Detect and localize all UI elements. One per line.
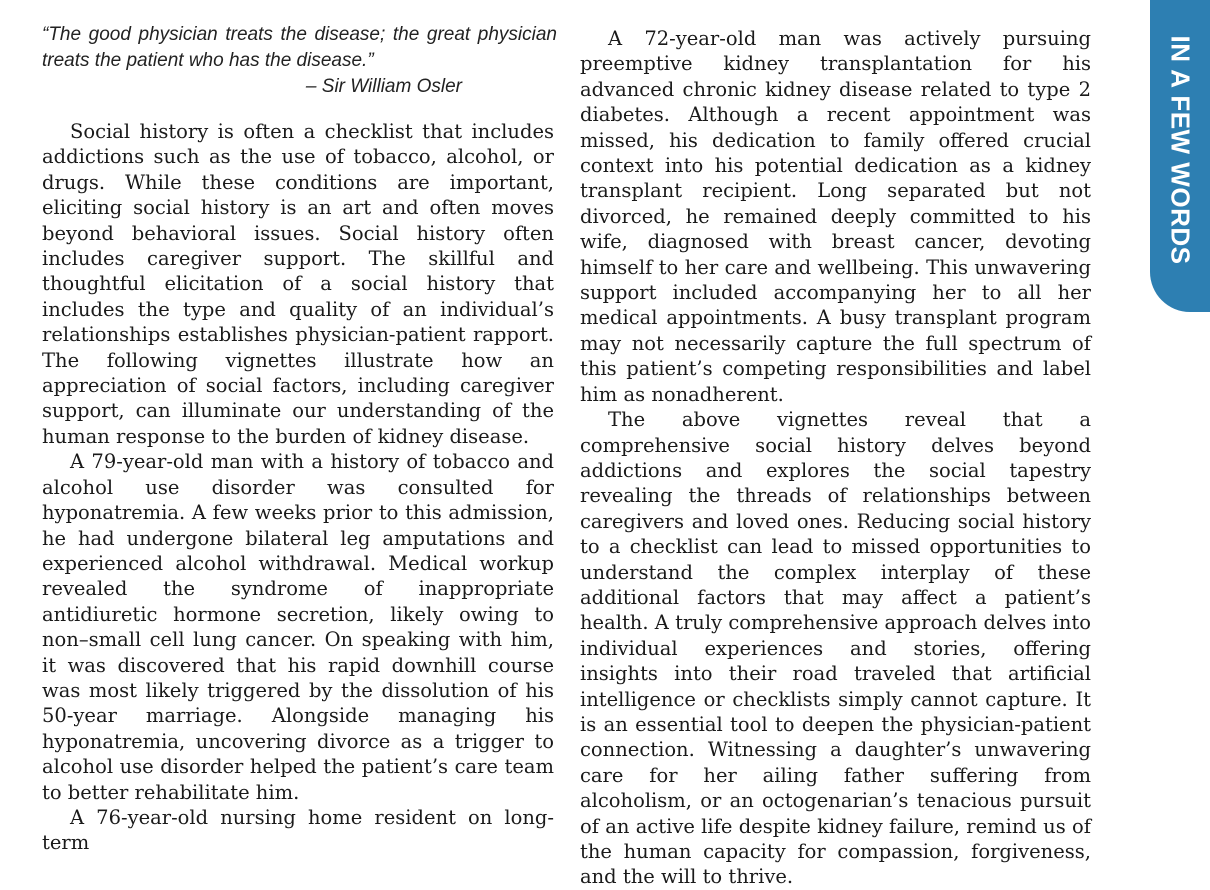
- intro-paragraph: Social history is often a checklist that includes addictions such as the use of tobacco, alcohol, or drugs. While these conditions are important, eliciting social history is an art and often moves beyond behavioral issues. Social history often includes caregiver support. The skillful and thoughtful elicitation of a social history that includes the type and quality of an individual’s relationships establishes physician-patient rapport. The following vignettes illustrate how an appreciation of social factors, including caregiver support, can illuminate our understanding of the human response to the burden of kidney disease.: [42, 120, 554, 448]
- vignette-paragraph-2: A 76-year-old nursing home resident on long-term: [42, 805, 554, 855]
- left-column: [42, 119, 554, 855]
- vignette-paragraph-3: A 72-year-old man was actively pursuing preemptive kidney transplantation for his advanced chronic kidney disease related to type 2 diabetes. Although a recent appointment was missed, his dedication to family offered crucial context into his potential dedication as a kidney transplant recipient. Long separated but not divorced, he remained deeply committed to his wife, diagnosed with breast cancer, devoting himself to her care and wellbeing. This unwavering support included accompanying her to all her medical appointments. A busy transplant program may not necessarily capture the full spectrum of this patient’s competing responsibilities and label him as nonadherent.: [580, 27, 1091, 406]
- right-column: [580, 26, 1091, 889]
- section-tab-label: IN A FEW WORDS: [1165, 35, 1196, 265]
- conclusion-paragraph: The above vignettes reveal that a comprehensive social history delves beyond addictions and explores the social tapestry revealing the threads of relationships between caregivers and loved ones. Reducing social history to a checklist can lead to missed opportunities to understand the complex interplay of these additional factors that may affect a patient’s health. A truly comprehensive approach delves into individual experiences and stories, offering insights into their road traveled that artificial intelligence or checklists simply cannot capture. It is an essential tool to deepen the physician-patient connection. Witnessing a daughter’s unwavering care for her ailing father suffering from alcoholism, or an octogenarian’s tenacious pursuit of an active life despite kidney failure, remind us of the human capacity for compassion, forgiveness, and the will to thrive.: [580, 408, 1091, 889]
- epigraph: [42, 22, 557, 100]
- section-tab: [1150, 0, 1210, 312]
- epigraph-attribution: – Sir William Osler: [305, 76, 462, 97]
- vignette-paragraph-1: A 79-year-old man with a history of tobacco and alcohol use disorder was consulted for hyponatremia. A few weeks prior to this admission, he had undergone bilateral leg amputations and experienced alcohol withdrawal. Medical workup revealed the syndrome of inappropriate antidiuretic hormone secretion, likely owing to non–small cell lung cancer. On speaking with him, it was discovered that his rapid downhill course was most likely triggered by the dissolution of his 50-year marriage. Alongside managing his hyponatremia, uncovering divorce as a trigger to alcohol use disorder helped the patient’s care team to better rehabilitate him.: [42, 450, 554, 804]
- epigraph-quote: “The good physician treats the disease; the great physician treats the patient who has the disease.”: [42, 24, 557, 71]
